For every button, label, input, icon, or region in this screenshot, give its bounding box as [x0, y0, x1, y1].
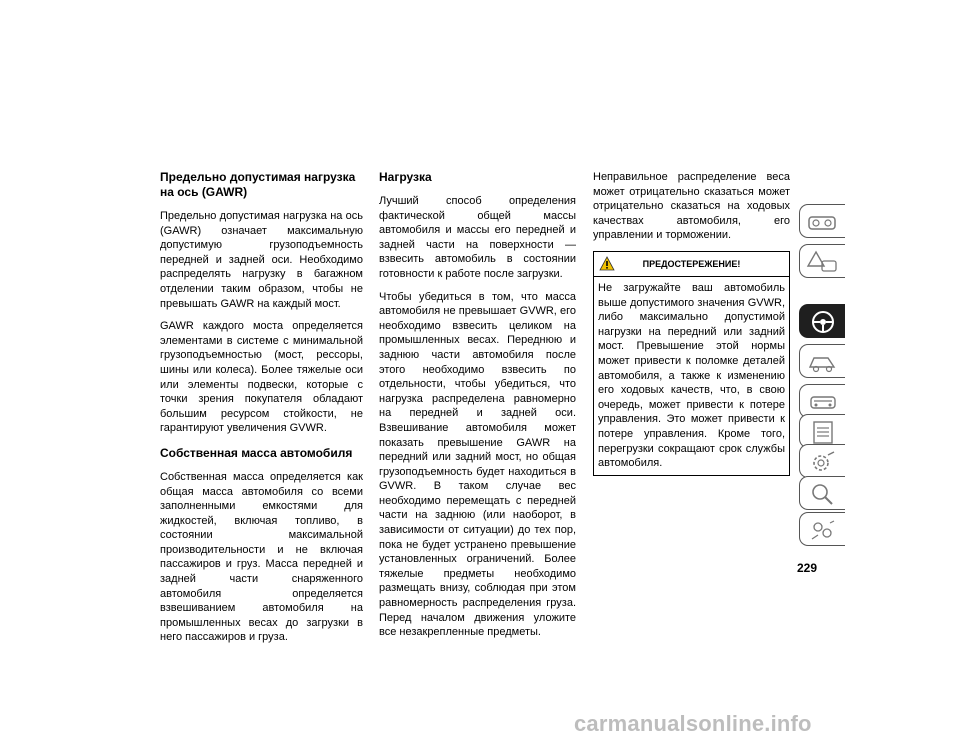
left-column	[160, 170, 363, 653]
tab-multimedia[interactable]	[799, 512, 845, 546]
tab-maintenance-checklist[interactable]	[799, 414, 845, 448]
right-column	[593, 170, 790, 476]
watermark: carmanualsonline.info	[574, 711, 812, 736]
tab-car-front[interactable]	[799, 384, 845, 418]
tab-specifications[interactable]	[799, 444, 845, 478]
warning-box	[593, 251, 790, 476]
curb-weight-paragraph: Собственная масса определяется как общая масса автомобиля со всеми заполненными емкостями для жидкостей, включая топливо, в состоянии максимальной производительности и не включая пассажиров и груз. Масса передней и задней части снаряженного автомобиля определяется взвешиванием автомобиля на промышленных весах до загрузки в него пассажиров и груза.	[160, 470, 363, 644]
warning-triangle-icon	[599, 256, 615, 271]
car-dashboard-icon	[806, 209, 840, 235]
page-number: 229	[797, 561, 818, 575]
tab-steering-wheel[interactable]	[799, 304, 845, 338]
warning-header	[594, 252, 789, 277]
tab-index-search[interactable]	[799, 476, 845, 510]
warning-title: ПРЕДОСТЕРЕЖЕНИЕ!	[642, 258, 741, 269]
loading-paragraph-2: Чтобы убедиться в том, что масса автомобиля не превышает GVWR, его необходимо взвесить целиком на промышленных весах. Переднюю и заднюю части автомобиля после этого необходимо взвесить по отдельности, чтобы убедиться, что нагрузка распределена равномерно на передней и задней оси. Взвешивание автомобиля может показать превышение GAWR на передний или задний мост, но общая грузоподъемность будет находиться в GVWR. В таком случае вес необходимо перемещать с передней части на заднюю (или наоборот, в зависимости от ситуации) до тех пор, пока не будет устранено превышение установленных ограничений. Более тяжелые предметы необходимо размещать внизу, соблюдая при этом равномерность распределения груза. Перед началом движения уложите все незакрепленные предметы.	[379, 290, 576, 639]
gawr-heading: Предельно допустимая нагрузка на ось (GAWR)	[160, 170, 356, 199]
index-search-icon	[806, 481, 840, 507]
weight-distribution-paragraph: Неправильное распределение веса может отрицательно сказаться может отрицательно сказаться на ходовых качествах автомобиля, его управлении и торможении.	[593, 171, 790, 242]
tab-hazard-signals[interactable]	[799, 244, 845, 278]
hazard-signals-icon	[806, 249, 840, 275]
car-service-icon	[806, 349, 840, 375]
middle-column	[379, 170, 576, 648]
tab-car-dashboard[interactable]	[799, 204, 845, 238]
tab-car-service[interactable]	[799, 344, 845, 378]
gawr-paragraph-2: GAWR каждого моста определяется элементами в системе с минимальной грузоподъемностью (мост, рессоры, шины или колеса). Более тяжелые оси или элементы подвески, которые с точки зрения покупателя обладают большим ресурсом стойкости, не гарантируют увеличения GVWR.	[160, 320, 363, 435]
loading-heading: Нагрузка	[379, 170, 432, 184]
warning-text: Не загружайте ваш автомобиль выше допустимого значения GVWR, либо максимально допустимой нагрузки на передний или задний мост. Превышение этой нормы может привести к поломке деталей автомобиля, а также к изменению его ходовых качеств, что, в свою очередь, может привести к потере управления. Это может привести к потере управления. Кроме того, перегрузки сокращают срок службы автомобиля.	[598, 281, 785, 470]
gawr-paragraph-1: Предельно допустимая нагрузка на ось (GAWR) означает максимальную допустимую грузоподъемность передней и задней оси. Необходимо распределять нагрузку в багажном отделении таким образом, чтобы не превышать GAWR на каждый мост.	[160, 210, 363, 310]
multimedia-icon	[806, 517, 840, 543]
maintenance-checklist-icon	[806, 419, 840, 445]
curb-weight-heading: Собственная масса автомобиля	[160, 445, 353, 460]
loading-paragraph-1: Лучший способ определения фактической общей массы автомобиля и массы его передней и задней части на поверхности — взвесить автомобиль в состоянии готовности к работе после загрузки.	[379, 195, 576, 280]
warning-body	[594, 277, 789, 475]
car-front-icon	[806, 389, 840, 415]
specifications-gear-icon	[806, 449, 840, 475]
steering-wheel-icon	[806, 309, 840, 335]
